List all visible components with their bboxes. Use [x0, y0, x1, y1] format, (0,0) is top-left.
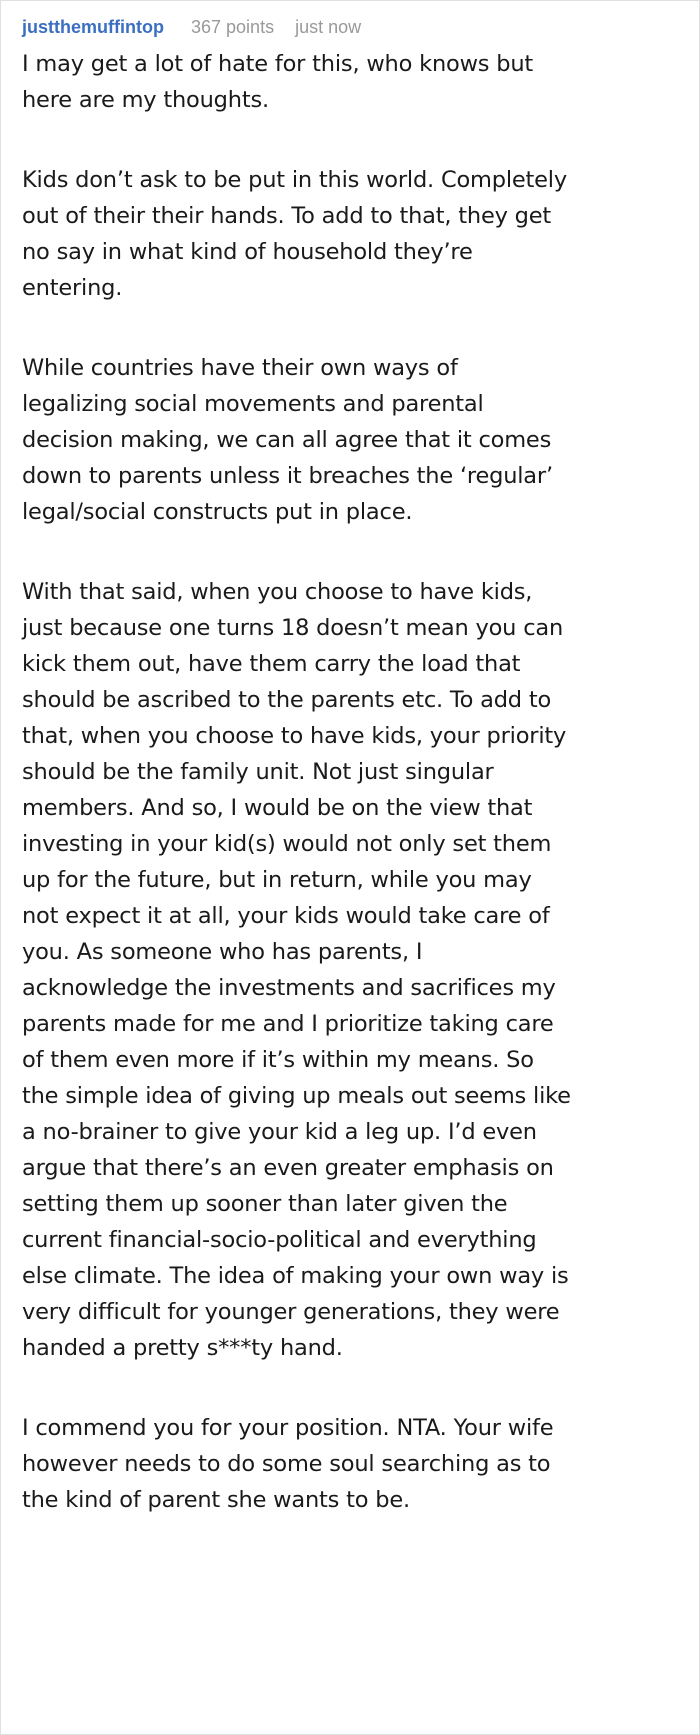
text-line: you. As someone who has parents, I [22, 939, 423, 965]
comment-paragraph [22, 162, 571, 306]
text-line: should be ascribed to the parents etc. To add to [22, 687, 552, 713]
text-line: down to parents unless it breaches the ‘regular’ [22, 463, 553, 489]
text-line: of them even more if it’s within my means. So [22, 1047, 534, 1073]
text-line: investing in your kid(s) would not only set them [22, 831, 552, 857]
text-line: just because one turns 18 doesn’t mean you can [22, 615, 564, 641]
comment-header [22, 17, 377, 38]
text-line: While countries have their own ways of [22, 355, 458, 381]
comment-paragraph [22, 574, 571, 1366]
text-line: kick them out, have them carry the load that [22, 651, 521, 677]
text-line: handed a pretty s***ty hand. [22, 1335, 343, 1361]
text-line: no say in what kind of household they’re [22, 239, 473, 265]
text-line: members. And so, I would be on the view that [22, 795, 533, 821]
text-line: entering. [22, 275, 123, 301]
comment-paragraph [22, 1410, 571, 1518]
text-line: I commend you for your position. NTA. Your wife [22, 1415, 554, 1441]
text-line: that, when you choose to have kids, your priority [22, 723, 567, 749]
text-line: With that said, when you choose to have kids, [22, 579, 533, 605]
text-line: here are my thoughts. [22, 87, 269, 113]
text-line: I may get a lot of hate for this, who knows but [22, 51, 534, 77]
text-line: argue that there’s an even greater emphasis on [22, 1155, 554, 1181]
username-link[interactable]: justthemuffintop [22, 17, 164, 37]
text-line: else climate. The idea of making your own way is [22, 1263, 569, 1289]
comment-body [22, 46, 571, 1562]
text-line: the kind of parent she wants to be. [22, 1487, 410, 1513]
comment-paragraph [22, 46, 571, 118]
text-line: acknowledge the investments and sacrifices my [22, 975, 556, 1001]
text-line: should be the family unit. Not just singular [22, 759, 494, 785]
text-line: the simple idea of giving up meals out seems like [22, 1083, 571, 1109]
timestamp: just now [295, 17, 362, 37]
text-line: a no-brainer to give your kid a leg up. I’d even [22, 1119, 537, 1145]
text-line: current financial-socio-political and everything [22, 1227, 537, 1253]
comment-paragraph [22, 350, 571, 530]
text-line: up for the future, but in return, while you may [22, 867, 532, 893]
points-count: 367 points [191, 17, 275, 37]
text-line: setting them up sooner than later given the [22, 1191, 508, 1217]
text-line: legalizing social movements and parental [22, 391, 484, 417]
text-line: decision making, we can all agree that it comes [22, 427, 552, 453]
text-line: Kids don’t ask to be put in this world. Completely [22, 167, 567, 193]
text-line: very difficult for younger generations, they were [22, 1299, 560, 1325]
text-line: however needs to do some soul searching as to [22, 1451, 551, 1477]
text-line: parents made for me and I prioritize taking care [22, 1011, 554, 1037]
text-line: not expect it at all, your kids would take care of [22, 903, 550, 929]
text-line: out of their their hands. To add to that, they get [22, 203, 552, 229]
text-line: legal/social constructs put in place. [22, 499, 413, 525]
